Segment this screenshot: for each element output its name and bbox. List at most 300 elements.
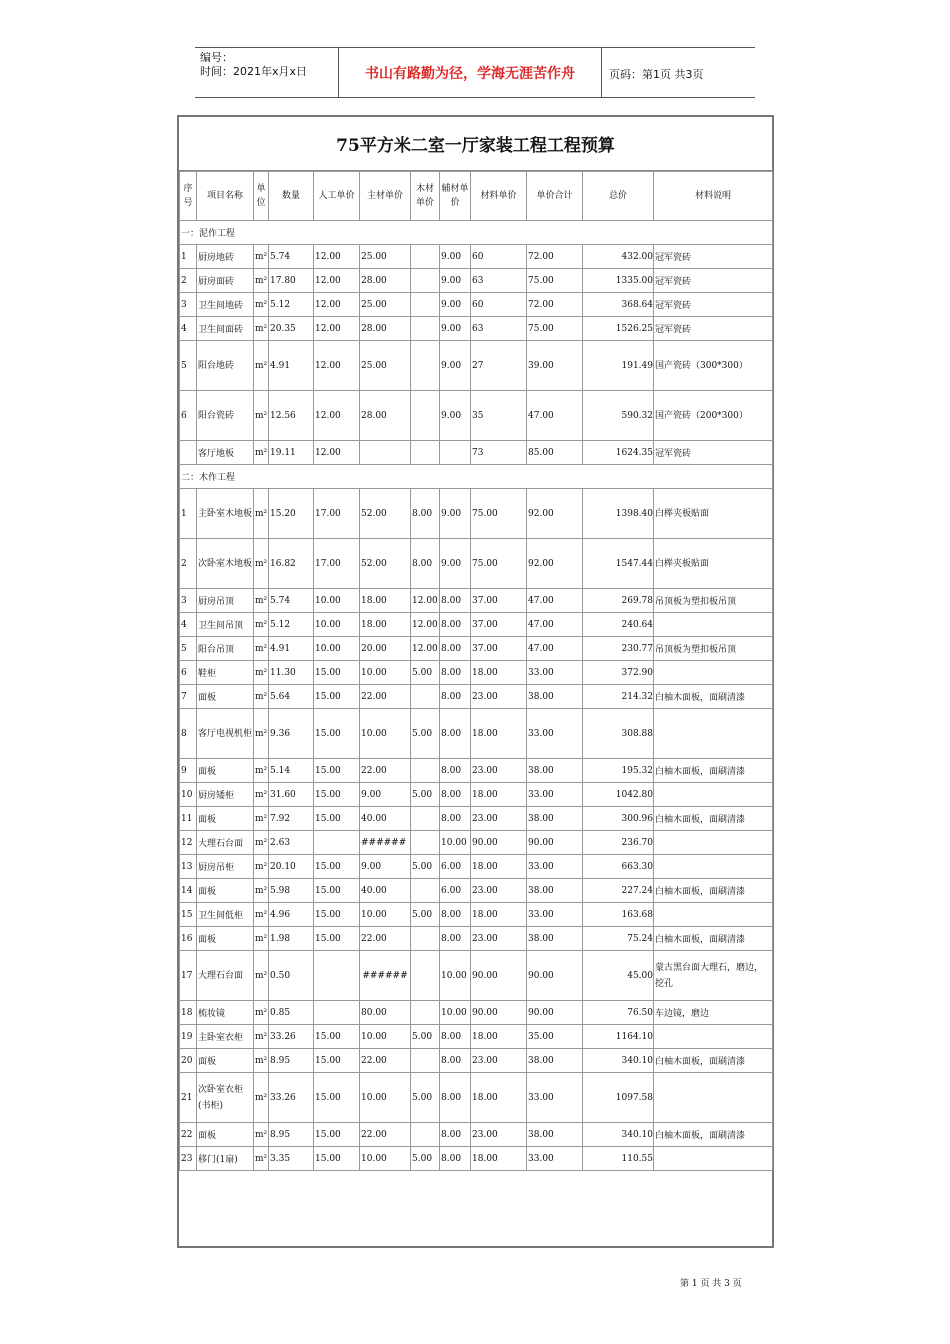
- cell-item-name: 面板: [197, 927, 254, 951]
- cell-wood-price: 5.00: [411, 855, 440, 879]
- table-row: [180, 341, 773, 391]
- cell-quantity: 20.10: [269, 855, 314, 879]
- cell-wood-price: [411, 441, 440, 465]
- cell-aux-price: 10.00: [440, 951, 471, 1001]
- cell-material-note: [654, 783, 773, 807]
- cell-unit: m²: [254, 709, 269, 759]
- table-row: [180, 903, 773, 927]
- cell-seq: 13: [180, 855, 197, 879]
- cell-total-price: 1398.40: [583, 489, 654, 539]
- cell-aux-price: 8.00: [440, 903, 471, 927]
- cell-material-note: 国产瓷砖（300*300）: [654, 341, 773, 391]
- cell-unit: m²: [254, 341, 269, 391]
- cell-labor-price: 15.00: [314, 1025, 360, 1049]
- cell-unit: m²: [254, 807, 269, 831]
- cell-labor-price: 15.00: [314, 903, 360, 927]
- cell-unit-total: 75.00: [527, 317, 583, 341]
- cell-material-note: 吊顶板为塑扣板吊顶: [654, 637, 773, 661]
- cell-unit-total: 39.00: [527, 341, 583, 391]
- cell-seq: 19: [180, 1025, 197, 1049]
- cell-seq: 6: [180, 391, 197, 441]
- cell-main-material-price: 25.00: [360, 341, 411, 391]
- cell-unit: m²: [254, 1049, 269, 1073]
- cell-total-price: 590.32: [583, 391, 654, 441]
- cell-aux-price: 9.00: [440, 391, 471, 441]
- cell-unit-total: 92.00: [527, 539, 583, 589]
- cell-unit: m²: [254, 245, 269, 269]
- cell-labor-price: 12.00: [314, 441, 360, 465]
- cell-item-name: 卫生间地砖: [197, 293, 254, 317]
- cell-item-name: 厨房吊柜: [197, 855, 254, 879]
- cell-material-note: [654, 1147, 773, 1171]
- table-row: [180, 1001, 773, 1025]
- cell-total-price: 1042.80: [583, 783, 654, 807]
- cell-item-name: 次卧室木地板: [197, 539, 254, 589]
- cell-material-price: 90.00: [471, 951, 527, 1001]
- cell-material-price: 18.00: [471, 903, 527, 927]
- cell-wood-price: [411, 831, 440, 855]
- cell-item-name: 次卧室衣柜(书柜): [197, 1073, 254, 1123]
- cell-material-note: 冠军瓷砖: [654, 441, 773, 465]
- cell-main-material-price: 28.00: [360, 269, 411, 293]
- cell-item-name: 厨房吊顶: [197, 589, 254, 613]
- cell-quantity: 33.26: [269, 1073, 314, 1123]
- cell-material-note: 白榉夹板贴面: [654, 489, 773, 539]
- table-row: [180, 489, 773, 539]
- section-label: 一：泥作工程: [180, 221, 773, 245]
- cell-unit: m²: [254, 317, 269, 341]
- cell-aux-price: 10.00: [440, 831, 471, 855]
- table-row: [180, 1147, 773, 1171]
- table-row: [180, 951, 773, 1001]
- cell-wood-price: [411, 685, 440, 709]
- cell-aux-price: 6.00: [440, 879, 471, 903]
- cell-material-note: 白榉夹板贴面: [654, 539, 773, 589]
- cell-labor-price: 15.00: [314, 685, 360, 709]
- cell-unit: m²: [254, 661, 269, 685]
- cell-material-note: 冠军瓷砖: [654, 245, 773, 269]
- table-row: [180, 1123, 773, 1147]
- cell-labor-price: 10.00: [314, 613, 360, 637]
- cell-main-material-price: 22.00: [360, 1049, 411, 1073]
- column-header-aux-price: 辅材单价: [440, 172, 471, 221]
- cell-material-note: 国产瓷砖（200*300）: [654, 391, 773, 441]
- cell-labor-price: 15.00: [314, 709, 360, 759]
- cell-aux-price: 8.00: [440, 1123, 471, 1147]
- cell-aux-price: 8.00: [440, 1025, 471, 1049]
- cell-unit: m²: [254, 1025, 269, 1049]
- cell-aux-price: 9.00: [440, 489, 471, 539]
- table-row: [180, 589, 773, 613]
- cell-seq: 8: [180, 709, 197, 759]
- cell-seq: 9: [180, 759, 197, 783]
- page-footer: 第 1 页 共 3 页: [680, 1279, 742, 1289]
- table-row: [180, 831, 773, 855]
- cell-material-note: [654, 613, 773, 637]
- cell-material-note: [654, 903, 773, 927]
- cell-main-material-price: 20.00: [360, 637, 411, 661]
- cell-item-name: 厨房面砖: [197, 269, 254, 293]
- cell-wood-price: [411, 759, 440, 783]
- cell-seq: 10: [180, 783, 197, 807]
- cell-seq: 7: [180, 685, 197, 709]
- cell-aux-price: 8.00: [440, 1147, 471, 1171]
- cell-material-price: 75.00: [471, 539, 527, 589]
- cell-unit-total: 38.00: [527, 685, 583, 709]
- cell-labor-price: 12.00: [314, 269, 360, 293]
- cell-material-price: 18.00: [471, 1073, 527, 1123]
- cell-main-material-price: 28.00: [360, 391, 411, 441]
- cell-unit-total: 72.00: [527, 293, 583, 317]
- cell-unit: m²: [254, 1147, 269, 1171]
- cell-unit: m²: [254, 685, 269, 709]
- cell-material-price: 63: [471, 317, 527, 341]
- cell-total-price: 308.88: [583, 709, 654, 759]
- column-header-material-price: 材料单价: [471, 172, 527, 221]
- cell-total-price: 214.32: [583, 685, 654, 709]
- cell-unit-total: 47.00: [527, 391, 583, 441]
- cell-unit-total: 38.00: [527, 927, 583, 951]
- cell-seq: 18: [180, 1001, 197, 1025]
- cell-material-price: 18.00: [471, 855, 527, 879]
- cell-quantity: 12.56: [269, 391, 314, 441]
- cell-seq: 4: [180, 317, 197, 341]
- cell-total-price: 1335.00: [583, 269, 654, 293]
- cell-wood-price: [411, 269, 440, 293]
- column-header-unit: 单位: [254, 172, 269, 221]
- cell-main-material-price: 10.00: [360, 903, 411, 927]
- cell-labor-price: 15.00: [314, 1073, 360, 1123]
- cell-total-price: 227.24: [583, 879, 654, 903]
- cell-labor-price: 15.00: [314, 1123, 360, 1147]
- cell-wood-price: 5.00: [411, 783, 440, 807]
- cell-labor-price: 12.00: [314, 317, 360, 341]
- cell-quantity: 4.96: [269, 903, 314, 927]
- cell-seq: 2: [180, 539, 197, 589]
- cell-quantity: 3.35: [269, 1147, 314, 1171]
- cell-item-name: 阳台吊顶: [197, 637, 254, 661]
- cell-main-material-price: 10.00: [360, 661, 411, 685]
- cell-main-material-price: 52.00: [360, 539, 411, 589]
- cell-material-price: 18.00: [471, 661, 527, 685]
- cell-unit: m²: [254, 903, 269, 927]
- column-header-unit-total: 单价合计: [527, 172, 583, 221]
- cell-seq: [180, 441, 197, 465]
- cell-main-material-price: 22.00: [360, 927, 411, 951]
- cell-total-price: 236.70: [583, 831, 654, 855]
- table-row: [180, 269, 773, 293]
- cell-unit: m²: [254, 489, 269, 539]
- cell-unit-total: 35.00: [527, 1025, 583, 1049]
- cell-labor-price: 10.00: [314, 589, 360, 613]
- cell-main-material-price: [360, 441, 411, 465]
- cell-aux-price: 9.00: [440, 293, 471, 317]
- sheet-title: 75平方米二室一厅家装工程工程预算: [179, 117, 772, 171]
- cell-item-name: 面板: [197, 807, 254, 831]
- cell-wood-price: [411, 293, 440, 317]
- cell-material-price: 35: [471, 391, 527, 441]
- cell-labor-price: 15.00: [314, 879, 360, 903]
- cell-unit-total: 33.00: [527, 903, 583, 927]
- cell-material-note: 吊顶板为塑扣板吊顶: [654, 589, 773, 613]
- table-row: [180, 1073, 773, 1123]
- cell-material-price: 23.00: [471, 879, 527, 903]
- table-row: [180, 637, 773, 661]
- cell-aux-price: 8.00: [440, 589, 471, 613]
- table-row: [180, 685, 773, 709]
- cell-main-material-price: 22.00: [360, 685, 411, 709]
- cell-material-price: 23.00: [471, 759, 527, 783]
- cell-seq: 21: [180, 1073, 197, 1123]
- number-label: 编号：: [200, 51, 233, 64]
- cell-total-price: 195.32: [583, 759, 654, 783]
- cell-quantity: 9.36: [269, 709, 314, 759]
- cell-unit-total: 38.00: [527, 879, 583, 903]
- cell-material-price: 73: [471, 441, 527, 465]
- cell-main-material-price: 10.00: [360, 1073, 411, 1123]
- cell-labor-price: 15.00: [314, 759, 360, 783]
- cell-item-name: 面板: [197, 685, 254, 709]
- cell-aux-price: 8.00: [440, 661, 471, 685]
- cell-item-name: 卫生间面砖: [197, 317, 254, 341]
- section-label: 二：木作工程: [180, 465, 773, 489]
- cell-main-material-price: 9.00: [360, 783, 411, 807]
- budget-table: [179, 171, 773, 1171]
- cell-item-name: 面板: [197, 1123, 254, 1147]
- cell-quantity: 7.92: [269, 807, 314, 831]
- section-row: [180, 465, 773, 489]
- cell-total-price: 1164.10: [583, 1025, 654, 1049]
- cell-unit: m²: [254, 879, 269, 903]
- cell-wood-price: 8.00: [411, 489, 440, 539]
- cell-quantity: 0.50: [269, 951, 314, 1001]
- cell-total-price: 300.96: [583, 807, 654, 831]
- table-row: [180, 1025, 773, 1049]
- cell-main-material-price: 28.00: [360, 317, 411, 341]
- cell-unit: m²: [254, 637, 269, 661]
- time-label: 时间：2021年x月x日: [200, 65, 308, 78]
- cell-aux-price: 8.00: [440, 709, 471, 759]
- cell-unit-total: 38.00: [527, 1049, 583, 1073]
- cell-wood-price: 5.00: [411, 661, 440, 685]
- cell-item-name: 主卧室木地板: [197, 489, 254, 539]
- cell-main-material-price: ######: [360, 831, 411, 855]
- table-row: [180, 539, 773, 589]
- cell-main-material-price: 9.00: [360, 855, 411, 879]
- cell-material-note: 白柚木面板，面刷清漆: [654, 1049, 773, 1073]
- table-row: [180, 855, 773, 879]
- cell-main-material-price: 40.00: [360, 879, 411, 903]
- cell-labor-price: 10.00: [314, 637, 360, 661]
- cell-quantity: 0.85: [269, 1001, 314, 1025]
- cell-total-price: 240.64: [583, 613, 654, 637]
- cell-item-name: 厨房矮柜: [197, 783, 254, 807]
- cell-total-price: 340.10: [583, 1049, 654, 1073]
- cell-main-material-price: 18.00: [360, 613, 411, 637]
- page-header: [195, 47, 755, 98]
- cell-item-name: 面板: [197, 1049, 254, 1073]
- cell-wood-price: [411, 341, 440, 391]
- cell-item-name: 移门(1扇): [197, 1147, 254, 1171]
- cell-labor-price: 17.00: [314, 489, 360, 539]
- cell-total-price: 45.00: [583, 951, 654, 1001]
- cell-unit-total: 47.00: [527, 613, 583, 637]
- cell-seq: 12: [180, 831, 197, 855]
- cell-material-note: 冠军瓷砖: [654, 293, 773, 317]
- cell-main-material-price: 10.00: [360, 1147, 411, 1171]
- cell-material-note: [654, 855, 773, 879]
- cell-aux-price: 8.00: [440, 807, 471, 831]
- cell-material-price: 27: [471, 341, 527, 391]
- cell-item-name: 卫生间吊顶: [197, 613, 254, 637]
- cell-material-price: 90.00: [471, 831, 527, 855]
- cell-wood-price: 5.00: [411, 903, 440, 927]
- cell-unit-total: 47.00: [527, 589, 583, 613]
- cell-aux-price: 9.00: [440, 245, 471, 269]
- cell-wood-price: 5.00: [411, 1147, 440, 1171]
- cell-unit: m²: [254, 831, 269, 855]
- cell-main-material-price: 18.00: [360, 589, 411, 613]
- cell-quantity: 15.20: [269, 489, 314, 539]
- cell-unit-total: 38.00: [527, 759, 583, 783]
- cell-total-price: 663.30: [583, 855, 654, 879]
- cell-material-note: 白柚木面板，面刷清漆: [654, 927, 773, 951]
- cell-aux-price: 8.00: [440, 685, 471, 709]
- cell-labor-price: 12.00: [314, 293, 360, 317]
- cell-seq: 2: [180, 269, 197, 293]
- cell-quantity: 16.82: [269, 539, 314, 589]
- cell-unit-total: 90.00: [527, 831, 583, 855]
- cell-quantity: 5.98: [269, 879, 314, 903]
- cell-wood-price: [411, 245, 440, 269]
- table-row: [180, 661, 773, 685]
- table-row: [180, 759, 773, 783]
- cell-unit: m²: [254, 783, 269, 807]
- table-row: [180, 613, 773, 637]
- cell-material-note: 白柚木面板，面刷清漆: [654, 807, 773, 831]
- cell-labor-price: [314, 1001, 360, 1025]
- cell-seq: 23: [180, 1147, 197, 1171]
- cell-total-price: 368.64: [583, 293, 654, 317]
- table-row: [180, 245, 773, 269]
- table-row: [180, 879, 773, 903]
- cell-quantity: 2.63: [269, 831, 314, 855]
- cell-quantity: 5.74: [269, 589, 314, 613]
- cell-seq: 22: [180, 1123, 197, 1147]
- cell-quantity: 5.12: [269, 613, 314, 637]
- cell-main-material-price: 10.00: [360, 709, 411, 759]
- cell-aux-price: 8.00: [440, 1049, 471, 1073]
- cell-main-material-price: 25.00: [360, 245, 411, 269]
- cell-material-note: 冠军瓷砖: [654, 269, 773, 293]
- cell-labor-price: 15.00: [314, 1049, 360, 1073]
- cell-wood-price: 5.00: [411, 1073, 440, 1123]
- cell-material-price: 37.00: [471, 613, 527, 637]
- cell-seq: 4: [180, 613, 197, 637]
- cell-total-price: 230.77: [583, 637, 654, 661]
- budget-sheet: [177, 115, 774, 1248]
- cell-unit: m²: [254, 391, 269, 441]
- cell-material-note: 白柚木面板，面刷清漆: [654, 879, 773, 903]
- cell-main-material-price: 25.00: [360, 293, 411, 317]
- cell-material-price: 18.00: [471, 709, 527, 759]
- cell-wood-price: 5.00: [411, 1025, 440, 1049]
- cell-total-price: 1547.44: [583, 539, 654, 589]
- cell-total-price: 163.68: [583, 903, 654, 927]
- cell-aux-price: 8.00: [440, 783, 471, 807]
- cell-total-price: 75.24: [583, 927, 654, 951]
- cell-seq: 1: [180, 245, 197, 269]
- cell-quantity: 8.95: [269, 1049, 314, 1073]
- cell-aux-price: 10.00: [440, 1001, 471, 1025]
- cell-unit: m²: [254, 539, 269, 589]
- cell-seq: 5: [180, 637, 197, 661]
- header-page-label: 页码：第1页 共3页: [609, 68, 704, 81]
- cell-item-name: 大理石台面: [197, 951, 254, 1001]
- cell-material-price: 23.00: [471, 807, 527, 831]
- cell-aux-price: 8.00: [440, 637, 471, 661]
- cell-seq: 3: [180, 293, 197, 317]
- cell-unit-total: 38.00: [527, 807, 583, 831]
- cell-unit-total: 38.00: [527, 1123, 583, 1147]
- cell-main-material-price: 22.00: [360, 759, 411, 783]
- cell-wood-price: 12.00: [411, 613, 440, 637]
- cell-material-note: 白柚木面板，面刷清漆: [654, 1123, 773, 1147]
- cell-item-name: 厨房地砖: [197, 245, 254, 269]
- cell-seq: 3: [180, 589, 197, 613]
- table-row: [180, 807, 773, 831]
- cell-material-price: 37.00: [471, 637, 527, 661]
- cell-material-price: 60: [471, 293, 527, 317]
- cell-quantity: 5.74: [269, 245, 314, 269]
- cell-unit-total: 92.00: [527, 489, 583, 539]
- cell-item-name: 主卧室衣柜: [197, 1025, 254, 1049]
- cell-quantity: 33.26: [269, 1025, 314, 1049]
- cell-material-price: 90.00: [471, 1001, 527, 1025]
- cell-material-note: [654, 709, 773, 759]
- column-header-main-material-price: 主材单价: [360, 172, 411, 221]
- cell-aux-price: 9.00: [440, 341, 471, 391]
- table-row: [180, 293, 773, 317]
- column-header-wood-price: 木材单价: [411, 172, 440, 221]
- cell-total-price: 1097.58: [583, 1073, 654, 1123]
- cell-wood-price: [411, 391, 440, 441]
- cell-material-note: 白柚木面板，面刷清漆: [654, 759, 773, 783]
- cell-seq: 20: [180, 1049, 197, 1073]
- cell-unit: m²: [254, 1001, 269, 1025]
- cell-unit: m²: [254, 951, 269, 1001]
- cell-quantity: 31.60: [269, 783, 314, 807]
- cell-unit: m²: [254, 1123, 269, 1147]
- cell-material-note: [654, 831, 773, 855]
- cell-quantity: 11.30: [269, 661, 314, 685]
- cell-unit: m²: [254, 759, 269, 783]
- cell-wood-price: [411, 1001, 440, 1025]
- cell-item-name: 鞋柜: [197, 661, 254, 685]
- cell-item-name: 阳台瓷砖: [197, 391, 254, 441]
- cell-quantity: 5.64: [269, 685, 314, 709]
- cell-quantity: 19.11: [269, 441, 314, 465]
- cell-item-name: 梳妆镜: [197, 1001, 254, 1025]
- cell-wood-price: 5.00: [411, 709, 440, 759]
- cell-unit-total: 85.00: [527, 441, 583, 465]
- cell-unit-total: 90.00: [527, 951, 583, 1001]
- cell-unit: m²: [254, 589, 269, 613]
- cell-labor-price: 15.00: [314, 855, 360, 879]
- cell-material-note: 车边镜，磨边: [654, 1001, 773, 1025]
- cell-material-price: 23.00: [471, 927, 527, 951]
- cell-total-price: 372.90: [583, 661, 654, 685]
